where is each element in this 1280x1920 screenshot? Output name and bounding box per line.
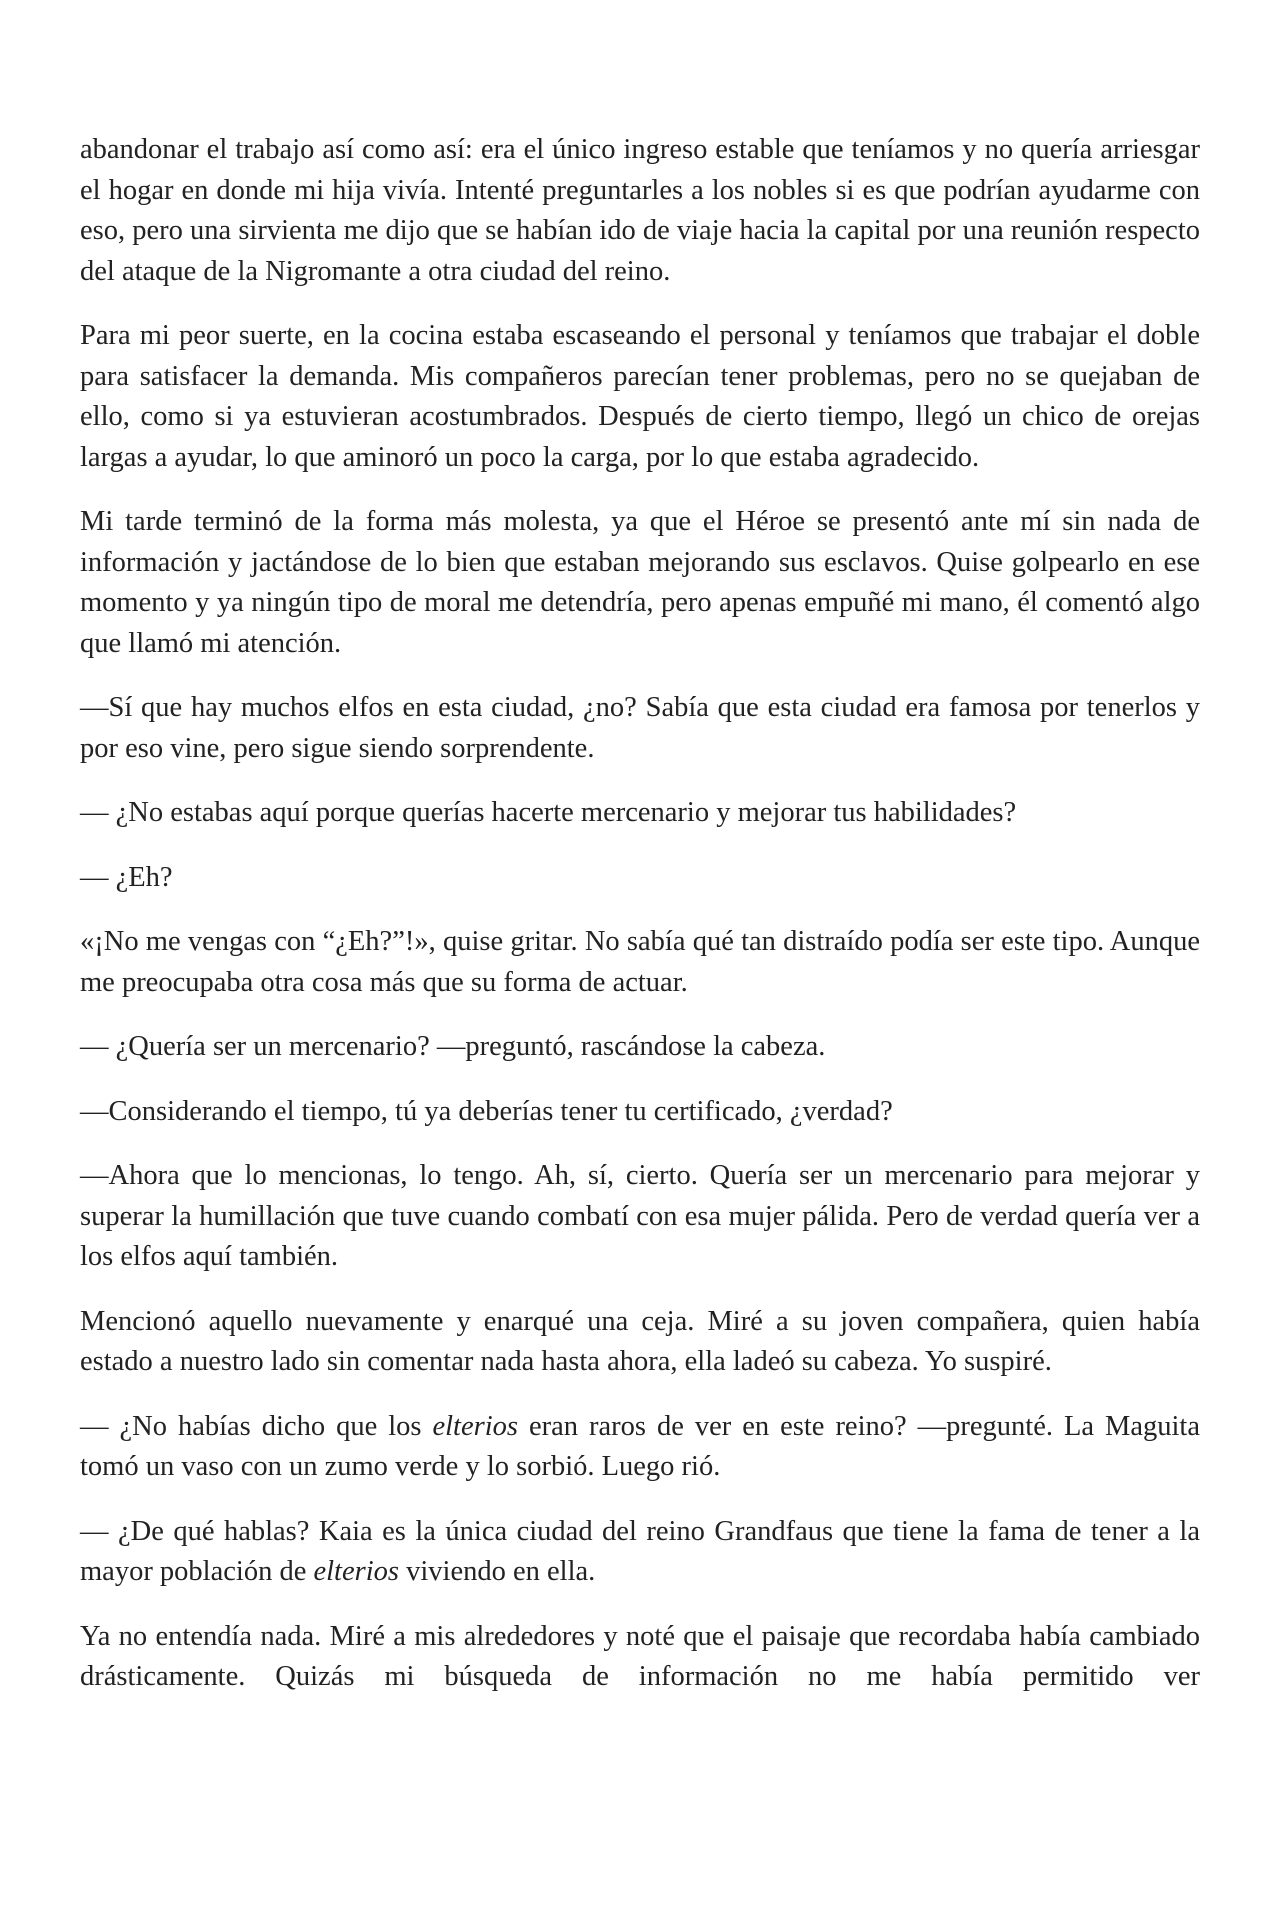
paragraph	[80, 316, 1200, 478]
paragraph	[80, 1156, 1200, 1278]
text-segment: Mencionó aquello nuevamente y enarqué una ceja. Miré a su joven compañera, quien había estado a nuestro lado sin comentar nada hasta ahora, ella ladeó su cabeza. Yo suspiré.	[80, 1305, 1200, 1377]
paragraph	[80, 858, 1200, 899]
text-segment: Mi tarde terminó de la forma más molesta, ya que el Héroe se presentó ante mí sin nada de información y jactándose de lo bien que estaban mejorando sus esclavos. Quise golpearlo en ese momento y ya ningún tipo de moral me detendría, pero apenas empuñé mi mano, él comentó algo que llamó mi atención.	[80, 506, 1200, 659]
paragraph	[80, 1407, 1200, 1488]
text-segment: — ¿Quería ser un mercenario? —preguntó, rascándose la cabeza.	[80, 1031, 826, 1062]
italic-text-segment: elterios	[313, 1556, 399, 1587]
paragraph	[80, 1512, 1200, 1593]
paragraph	[80, 688, 1200, 769]
text-segment: abandonar el trabajo así como así: era el único ingreso estable que teníamos y no quería arriesgar el hogar en donde mi hija vivía. Intenté preguntarles a los nobles si es que podrían ayudarme con eso, pero una sirvienta me dijo que se habían ido de viaje hacia la capital por una reunión respecto del ataque de la Nigromante a otra ciudad del reino.	[80, 134, 1200, 287]
text-segment: —Sí que hay muchos elfos en esta ciudad, ¿no? Sabía que esta ciudad era famosa por tenerlos y por eso vine, pero sigue siendo sorprendente.	[80, 692, 1200, 764]
paragraph	[80, 1617, 1200, 1698]
paragraph	[80, 922, 1200, 1003]
paragraph	[80, 130, 1200, 292]
text-segment: — ¿De qué hablas? Kaia es la única ciudad del reino Grandfaus que tiene la fama de tener a la mayor población de	[80, 1515, 1200, 1587]
text-segment: —Considerando el tiempo, tú ya deberías tener tu certificado, ¿verdad?	[80, 1095, 893, 1127]
italic-text-segment: elterios	[432, 1410, 518, 1442]
paragraph	[80, 793, 1200, 834]
text-segment: eran raros de ver en este reino? —pregunté. La Maguita tomó un vaso con un zumo verde y lo sorbió. Luego rió.	[80, 1410, 1200, 1482]
text-segment: viviendo en ella.	[398, 1556, 596, 1587]
text-segment: — ¿Eh?	[80, 861, 173, 893]
paragraph	[80, 1302, 1200, 1383]
text-segment: — ¿No habías dicho que los	[80, 1410, 433, 1442]
text-segment: «¡No me vengas con “¿Eh?”!», quise gritar. No sabía qué tan distraído podía ser este tipo. Aunque me preocupaba otra cosa más que su forma de actuar.	[80, 926, 1200, 998]
text-segment: Ya no entendía nada. Miré a mis alrededores y noté que el paisaje que recordaba había cambiado drásticamente. Quizás mi búsqueda de información no me había permitido ver	[80, 1620, 1200, 1692]
document-page	[80, 130, 1200, 1698]
paragraph	[80, 502, 1200, 664]
text-segment: Para mi peor suerte, en la cocina estaba escaseando el personal y teníamos que trabajar el doble para satisfacer la demanda. Mis compañeros parecían tener problemas, pero no se quejaban de ello, como si ya estuvieran acostumbrados. Después de cierto tiempo, llegó un chico de orejas largas a ayudar, lo que aminoró un poco la carga, por lo que estaba agradecido.	[80, 320, 1200, 473]
paragraph	[80, 1092, 1200, 1133]
paragraph	[80, 1027, 1200, 1068]
text-segment: —Ahora que lo mencionas, lo tengo. Ah, sí, cierto. Quería ser un mercenario para mejorar y superar la humillación que tuve cuando combatí con esa mujer pálida. Pero de verdad quería ver a los elfos aquí también.	[80, 1160, 1200, 1272]
text-segment: — ¿No estabas aquí porque querías hacerte mercenario y mejorar tus habilidades?	[80, 797, 1017, 828]
